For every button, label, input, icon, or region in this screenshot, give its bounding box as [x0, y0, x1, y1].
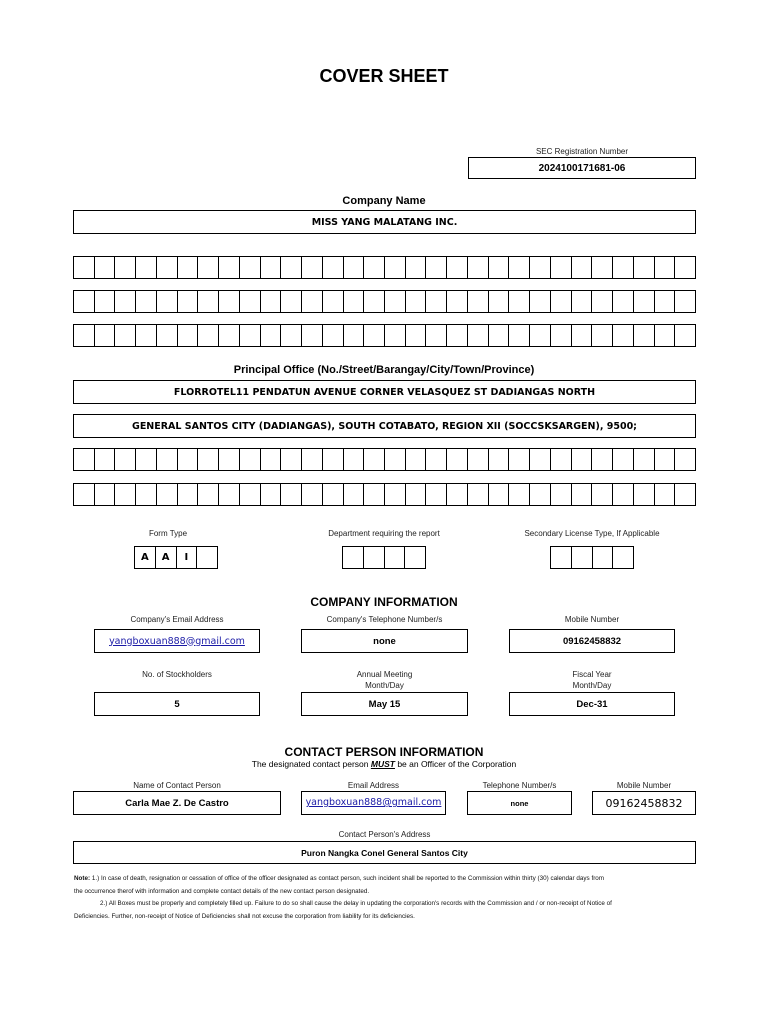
company-name-heading: Company Name [342, 195, 426, 207]
grid-cell [240, 325, 261, 346]
grid-cell [115, 484, 136, 505]
grid-cell [95, 257, 116, 278]
grid-cell [261, 291, 282, 312]
grid-cell [198, 449, 219, 470]
company-name-grid-row [73, 324, 696, 347]
grid-cell [447, 291, 468, 312]
contact-name-label: Name of Contact Person [133, 781, 221, 790]
company-info-heading: COMPANY INFORMATION [310, 595, 458, 609]
grid-cell [281, 484, 302, 505]
grid-cell [95, 291, 116, 312]
company-telephone-value: none [301, 629, 468, 653]
grid-cell [634, 257, 655, 278]
grid-cell [74, 257, 95, 278]
grid-cell [613, 547, 633, 568]
grid-cell [302, 291, 323, 312]
grid-cell [675, 484, 695, 505]
grid-cell [115, 325, 136, 346]
note-label: Note: [74, 875, 91, 882]
grid-cell [115, 291, 136, 312]
grid-cell [551, 547, 572, 568]
grid-cell [178, 291, 199, 312]
grid-cell [344, 449, 365, 470]
grid-cell [406, 449, 427, 470]
grid-cell [344, 257, 365, 278]
department-grid [342, 546, 426, 569]
grid-cell [592, 449, 613, 470]
contact-address-value: Puron Nangka Conel General Santos City [73, 841, 696, 864]
grid-cell [530, 291, 551, 312]
grid-cell [115, 449, 136, 470]
grid-cell [468, 257, 489, 278]
grid-cell [509, 325, 530, 346]
note-1 [74, 873, 714, 898]
grid-cell [426, 257, 447, 278]
form-type-letter: A [156, 547, 177, 568]
company-mobile-label: Mobile Number [564, 615, 620, 624]
grid-cell [261, 449, 282, 470]
grid-cell [655, 325, 676, 346]
grid-cell [198, 291, 219, 312]
grid-cell [405, 547, 425, 568]
contact-telephone-label: Telephone Number/s [482, 781, 557, 790]
grid-cell [593, 547, 614, 568]
form-type-letter [197, 547, 217, 568]
grid-cell [634, 291, 655, 312]
grid-cell [426, 291, 447, 312]
annual-meeting-sublabel: Month/Day [365, 681, 404, 690]
company-telephone-label: Company's Telephone Number/s [326, 615, 443, 624]
page-title: COVER SHEET [319, 66, 449, 86]
contact-subheading-post: be an Officer of the Corporation [394, 759, 517, 769]
grid-cell [364, 257, 385, 278]
grid-cell [136, 257, 157, 278]
grid-cell [281, 449, 302, 470]
grid-cell [447, 257, 468, 278]
stockholders-value: 5 [94, 692, 260, 716]
grid-cell [364, 547, 385, 568]
grid-cell [613, 484, 634, 505]
grid-cell [385, 257, 406, 278]
grid-cell [323, 484, 344, 505]
grid-cell [592, 257, 613, 278]
grid-cell [675, 257, 695, 278]
form-type-letter: I [177, 547, 198, 568]
grid-cell [364, 325, 385, 346]
grid-cell [95, 325, 116, 346]
grid-cell [323, 291, 344, 312]
grid-cell [613, 449, 634, 470]
principal-office-line2: GENERAL SANTOS CITY (DADIANGAS), SOUTH COTABATO, REGION XII (SOCCSKSARGEN), 9500; [73, 414, 696, 438]
note-1-line-a [74, 873, 714, 886]
grid-cell [385, 291, 406, 312]
grid-cell [344, 325, 365, 346]
grid-cell [509, 257, 530, 278]
grid-cell [157, 291, 178, 312]
grid-cell [364, 484, 385, 505]
grid-cell [157, 257, 178, 278]
stockholders-label: No. of Stockholders [142, 670, 212, 679]
grid-cell [634, 484, 655, 505]
grid-cell [157, 325, 178, 346]
grid-cell [323, 325, 344, 346]
fiscal-year-label: Fiscal Year [572, 670, 612, 679]
grid-cell [240, 449, 261, 470]
grid-cell [240, 257, 261, 278]
secondary-license-grid [550, 546, 634, 569]
contact-mobile-label: Mobile Number [616, 781, 672, 790]
grid-cell [489, 484, 510, 505]
fiscal-year-sublabel: Month/Day [572, 681, 612, 690]
grid-cell [426, 449, 447, 470]
grid-cell [447, 449, 468, 470]
grid-cell [219, 291, 240, 312]
form-type-label: Form Type [148, 529, 188, 538]
grid-cell [281, 291, 302, 312]
grid-cell [613, 325, 634, 346]
principal-office-heading: Principal Office (No./Street/Barangay/City/Town/Province) [233, 364, 535, 376]
contact-name-value: Carla Mae Z. De Castro [73, 791, 281, 815]
form-type-grid [134, 546, 218, 569]
grid-cell [613, 257, 634, 278]
grid-cell [406, 257, 427, 278]
grid-cell [489, 325, 510, 346]
grid-cell [592, 484, 613, 505]
grid-cell [344, 291, 365, 312]
grid-cell [489, 257, 510, 278]
company-email-label: Company's Email Address [130, 615, 224, 624]
grid-cell [343, 547, 364, 568]
principal-office-grid-row [73, 448, 696, 471]
company-name-grid-row [73, 256, 696, 279]
grid-cell [489, 291, 510, 312]
grid-cell [198, 484, 219, 505]
company-name-value: MISS YANG MALATANG INC. [73, 210, 696, 234]
grid-cell [655, 291, 676, 312]
sec-registration-number: 2024100171681-06 [468, 157, 696, 179]
grid-cell [302, 257, 323, 278]
secondary-license-label: Secondary License Type, If Applicable [524, 529, 660, 538]
grid-cell [530, 449, 551, 470]
grid-cell [261, 325, 282, 346]
grid-cell [302, 325, 323, 346]
sec-registration-label: SEC Registration Number [535, 147, 629, 156]
grid-cell [530, 257, 551, 278]
grid-cell [613, 291, 634, 312]
grid-cell [509, 449, 530, 470]
grid-cell [115, 257, 136, 278]
grid-cell [136, 291, 157, 312]
grid-cell [447, 484, 468, 505]
grid-cell [572, 291, 593, 312]
grid-cell [489, 449, 510, 470]
grid-cell [74, 449, 95, 470]
contact-info-heading: CONTACT PERSON INFORMATION [284, 745, 484, 759]
grid-cell [323, 449, 344, 470]
grid-cell [385, 449, 406, 470]
grid-cell [655, 449, 676, 470]
grid-cell [136, 325, 157, 346]
contact-subheading-must: MUST [370, 759, 395, 769]
grid-cell [198, 257, 219, 278]
grid-cell [240, 291, 261, 312]
contact-email-link[interactable]: yangboxuan888@gmail.com [305, 797, 442, 808]
note-2-line-b: Deficiencies. Further, non-receipt of Notice of Deficiencies shall not excuse the corporation from liability for its deficiencies. [74, 912, 415, 920]
grid-cell [530, 325, 551, 346]
contact-email-box [301, 791, 446, 815]
grid-cell [655, 484, 676, 505]
principal-office-grid-row [73, 483, 696, 506]
grid-cell [572, 547, 593, 568]
grid-cell [634, 449, 655, 470]
grid-cell [240, 484, 261, 505]
contact-info-subheading [0, 759, 768, 769]
grid-cell [592, 325, 613, 346]
grid-cell [364, 291, 385, 312]
grid-cell [426, 484, 447, 505]
grid-cell [178, 257, 199, 278]
grid-cell [468, 291, 489, 312]
grid-cell [219, 325, 240, 346]
grid-cell [551, 325, 572, 346]
grid-cell [572, 484, 593, 505]
grid-cell [406, 291, 427, 312]
grid-cell [385, 547, 406, 568]
grid-cell [385, 484, 406, 505]
fiscal-year-value: Dec-31 [509, 692, 675, 716]
grid-cell [592, 291, 613, 312]
grid-cell [261, 484, 282, 505]
grid-cell [468, 484, 489, 505]
grid-cell [281, 257, 302, 278]
grid-cell [74, 291, 95, 312]
grid-cell [344, 484, 365, 505]
principal-office-line1: FLORROTEL11 PENDATUN AVENUE CORNER VELASQUEZ ST DADIANGAS NORTH [73, 380, 696, 404]
grid-cell [468, 325, 489, 346]
grid-cell [198, 325, 219, 346]
grid-cell [74, 325, 95, 346]
form-type-letter: A [135, 547, 156, 568]
department-label: Department requiring the report [328, 529, 440, 538]
grid-cell [95, 484, 116, 505]
grid-cell [302, 484, 323, 505]
grid-cell [551, 484, 572, 505]
grid-cell [426, 325, 447, 346]
grid-cell [178, 484, 199, 505]
grid-cell [447, 325, 468, 346]
note-1a-text: 1.) In case of death, resignation or cessation of office of the officer designated as contact person, such incident shall be reported to the Commission within thirty (30) calendar days from [90, 875, 605, 882]
grid-cell [219, 484, 240, 505]
grid-cell [572, 449, 593, 470]
company-email-box [94, 629, 260, 653]
grid-cell [385, 325, 406, 346]
company-email-link[interactable]: yangboxuan888@gmail.com [109, 635, 245, 647]
grid-cell [468, 449, 489, 470]
grid-cell [406, 325, 427, 346]
contact-subheading-pre: The designated contact person [251, 759, 371, 769]
grid-cell [95, 449, 116, 470]
company-name-grid-row [73, 290, 696, 313]
grid-cell [530, 484, 551, 505]
company-mobile-value: 09162458832 [509, 629, 675, 653]
note-1-line-b: the occurrence therof with information and complete contact details of the new contact person designated. [74, 887, 370, 895]
grid-cell [634, 325, 655, 346]
grid-cell [136, 449, 157, 470]
grid-cell [572, 257, 593, 278]
grid-cell [178, 325, 199, 346]
grid-cell [406, 484, 427, 505]
grid-cell [655, 257, 676, 278]
grid-cell [219, 257, 240, 278]
annual-meeting-label: Annual Meeting [356, 670, 413, 679]
grid-cell [551, 257, 572, 278]
note-2 [74, 898, 714, 923]
grid-cell [509, 291, 530, 312]
contact-email-label: Email Address [347, 781, 400, 790]
grid-cell [219, 449, 240, 470]
grid-cell [551, 291, 572, 312]
annual-meeting-value: May 15 [301, 692, 468, 716]
grid-cell [675, 325, 695, 346]
grid-cell [157, 484, 178, 505]
grid-cell [136, 484, 157, 505]
grid-cell [675, 449, 695, 470]
grid-cell [157, 449, 178, 470]
grid-cell [178, 449, 199, 470]
grid-cell [323, 257, 344, 278]
grid-cell [261, 257, 282, 278]
grid-cell [281, 325, 302, 346]
contact-address-label: Contact Person's Address [338, 830, 431, 839]
note-2-line-a: 2.) All Boxes must be properly and completely filled up. Failure to do so shall cause the delay in updating the corporation's records with the Commission and / or non-receipt of Notice of [100, 900, 612, 907]
grid-cell [74, 484, 95, 505]
grid-cell [509, 484, 530, 505]
contact-mobile-value: 09162458832 [592, 791, 696, 815]
grid-cell [572, 325, 593, 346]
grid-cell [675, 291, 695, 312]
grid-cell [364, 449, 385, 470]
contact-telephone-value: none [467, 791, 572, 815]
grid-cell [551, 449, 572, 470]
grid-cell [302, 449, 323, 470]
